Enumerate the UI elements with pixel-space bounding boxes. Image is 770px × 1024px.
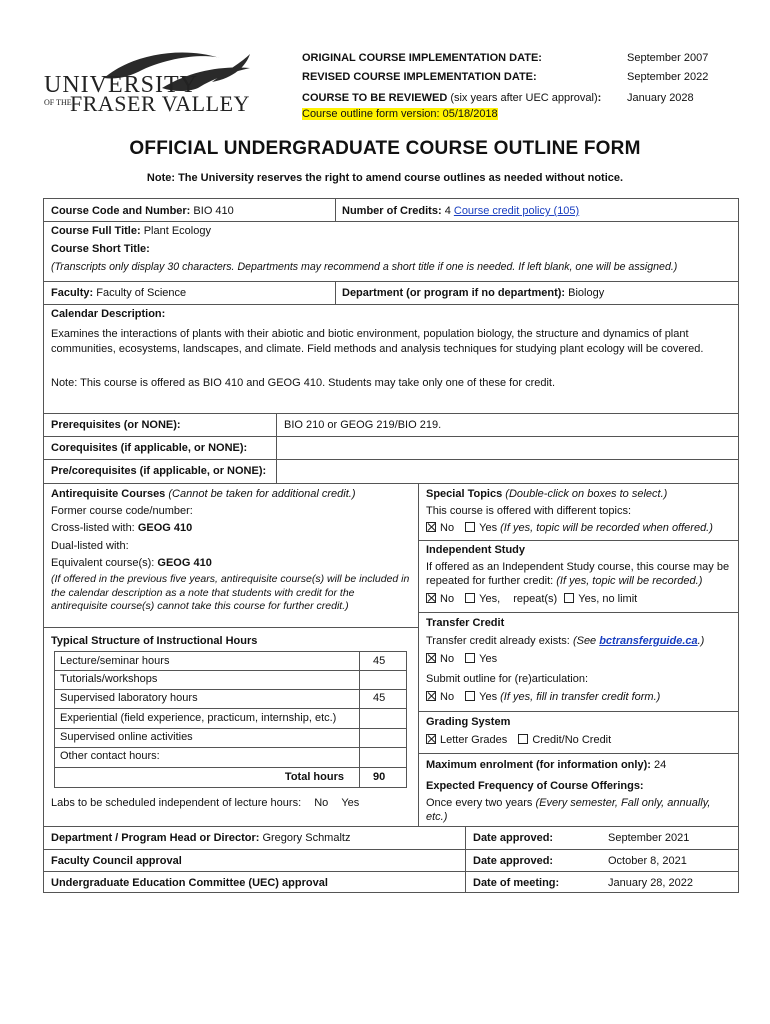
revised-date-label: REVISED COURSE IMPLEMENTATION DATE: [302, 71, 537, 83]
calendar-label: Calendar Description: [51, 308, 166, 320]
transfer-exists-no-label: No [440, 653, 455, 665]
special-topics-text: This course is offered with different topics: [426, 505, 632, 517]
revised-date-value: September 2022 [627, 71, 709, 83]
coreq-label: Corequisites (if applicable, or NONE): [51, 442, 248, 454]
divider [43, 871, 739, 872]
frequency-field[interactable] [426, 796, 732, 824]
hours-row-label: Supervised laboratory hours [60, 692, 198, 704]
hours-title: Typical Structure of Instructional Hours [51, 635, 258, 647]
credit-policy-link[interactable]: Course credit policy (105) [453, 205, 580, 217]
prereq-label: Prerequisites (or NONE): [51, 419, 181, 431]
approval-date-label: Date of meeting: [473, 877, 560, 889]
divider [418, 612, 739, 613]
transfer-exists-yes-checkbox[interactable] [465, 653, 475, 663]
independent-study-nolimit-label: Yes, no limit [578, 593, 638, 605]
approval-date-value[interactable]: January 28, 2022 [608, 877, 694, 889]
submit-outline-no-label: No [440, 691, 455, 703]
divider [359, 709, 360, 728]
approval-field[interactable] [51, 876, 331, 890]
antireq-title [51, 487, 355, 501]
approval-label: Department / Program Head or Director: [51, 832, 260, 844]
independent-study-no-label: No [440, 593, 455, 605]
short-title-field[interactable] [51, 242, 150, 256]
hours-row-value[interactable]: 45 [373, 655, 386, 667]
divider [335, 198, 336, 221]
original-date-label: ORIGINAL COURSE IMPLEMENTATION DATE: [302, 52, 542, 64]
divider [43, 849, 739, 850]
course-code-label: Course Code and Number: [51, 205, 191, 217]
transfer-title: Transfer Credit [426, 617, 505, 629]
duallisted-label: Dual-listed with: [51, 540, 129, 552]
hours-row [54, 709, 407, 729]
divider [418, 753, 739, 754]
hours-row-label: Other contact hours: [60, 750, 160, 762]
faculty-value: Faculty of Science [96, 287, 187, 299]
divider [43, 436, 739, 437]
max-enrolment-field[interactable] [426, 758, 666, 772]
submit-outline-yes-checkbox[interactable] [465, 691, 475, 701]
review-label: COURSE TO BE REVIEWED [302, 92, 448, 104]
divider [335, 281, 336, 304]
frequency-label: Expected Frequency of Course Offerings: [426, 780, 644, 792]
special-topics-note: (Double-click on boxes to select.) [505, 488, 668, 500]
submit-outline-yes-label: Yes [479, 691, 498, 703]
course-code-value: BIO 410 [193, 205, 234, 217]
divider [276, 413, 277, 483]
full-title-field[interactable] [51, 224, 211, 238]
labs-schedule-row [51, 796, 359, 810]
special-topics-yes-note: (If yes, topic will be recorded when offered.) [500, 522, 713, 534]
former-code-label: Former course code/number: [51, 505, 193, 517]
labs-yes-option[interactable]: Yes [341, 797, 360, 809]
independent-study-desc: If offered as an Independent Study course, this course may be repeated for further credit: [426, 561, 730, 587]
equivalent-field[interactable] [51, 556, 212, 570]
max-enrolment-value: 24 [653, 759, 667, 771]
full-title-value: Plant Ecology [143, 225, 211, 237]
credit-no-credit-label: Credit/No Credit [532, 734, 612, 746]
grading-title: Grading System [426, 716, 511, 728]
transfer-close: .) [697, 635, 705, 647]
independent-study-title: Independent Study [426, 544, 525, 556]
special-topics-options [426, 521, 713, 535]
hours-row [54, 728, 407, 748]
crosslisted-value: GEOG 410 [137, 522, 193, 534]
original-date-value: September 2007 [627, 52, 709, 64]
labs-no-option[interactable]: No [314, 797, 329, 809]
equivalent-value: GEOG 410 [157, 557, 212, 569]
divider [418, 540, 739, 541]
independent-study-yes-checkbox[interactable] [465, 593, 475, 603]
approval-date-value[interactable]: September 2021 [608, 832, 690, 844]
approval-date-value[interactable]: October 8, 2021 [608, 855, 687, 867]
special-topics-label: Special Topics [426, 488, 503, 500]
divider [359, 768, 360, 787]
special-topics-title [426, 487, 667, 501]
crosslisted-label: Cross-listed with: [51, 522, 135, 534]
approval-name: Gregory Schmaltz [262, 832, 351, 844]
divider [465, 826, 466, 893]
divider [43, 826, 739, 827]
university-logo [44, 48, 254, 118]
department-label: Department (or program if no department): [342, 287, 566, 299]
hours-row-label: Tutorials/workshops [60, 673, 158, 685]
hours-row-label: Experiential (field experience, practicum, internship, etc.) [60, 712, 337, 724]
special-topics-no-checkbox[interactable] [426, 522, 436, 532]
transfer-see: (See [572, 635, 597, 647]
special-topics-yes-label: Yes [479, 522, 498, 534]
approval-field[interactable] [51, 854, 185, 868]
labs-label: Labs to be scheduled independent of lecture hours: [51, 797, 302, 809]
hours-row [54, 747, 407, 768]
divider [43, 483, 739, 484]
divider [359, 728, 360, 747]
approval-date-label: Date approved: [473, 855, 554, 867]
credits-field[interactable] [342, 204, 579, 218]
independent-study-no-checkbox[interactable] [426, 593, 436, 603]
repeats-label: repeat(s) [513, 593, 558, 605]
hours-row-label: Supervised online activities [60, 731, 193, 743]
approval-date-label: Date approved: [473, 832, 554, 844]
approval-field[interactable] [51, 831, 350, 845]
form-version: Course outline form version: 05/18/2018 [302, 108, 498, 120]
hours-row [54, 689, 407, 709]
calendar-description[interactable]: Examines the interactions of plants with their abiotic and biotic environment, population biology, the structure and dynamics of plant communities, ecosystems, landscapes, and climate. Field methods and analysis techniques for studying plant ecology will be covered. [51, 328, 704, 355]
divider [418, 483, 419, 826]
credits-value: 4 [444, 205, 451, 217]
amend-note: Note: The University reserves the right to amend course outlines as needed without notice. [146, 172, 624, 184]
transfer-exists-options [426, 652, 497, 666]
hours-row [54, 651, 407, 671]
equivalent-label: Equivalent course(s): [51, 557, 155, 569]
independent-study-options [426, 592, 637, 606]
divider [418, 711, 739, 712]
full-title-label: Course Full Title: [51, 225, 141, 237]
hours-row-value[interactable]: 45 [373, 692, 386, 704]
divider [43, 281, 739, 282]
divider [359, 747, 360, 767]
divider [43, 627, 418, 628]
transfer-exists-label: Transfer credit already exists: [426, 635, 570, 647]
bctransferguide-link[interactable]: bctransferguide.ca [599, 635, 698, 647]
transfer-exists-row [426, 634, 704, 648]
divider [359, 689, 360, 708]
short-title-label: Course Short Title: [51, 243, 150, 255]
total-hours-row [54, 767, 407, 788]
letter-grades-checkbox[interactable] [426, 734, 436, 744]
divider [43, 304, 739, 305]
frequency-value: Once every two years [426, 797, 533, 809]
special-topics-yes-checkbox[interactable] [465, 522, 475, 532]
credit-no-credit-checkbox[interactable] [518, 734, 528, 744]
review-date-value: January 2028 [627, 92, 694, 104]
credits-label: Number of Credits: [342, 205, 442, 217]
logo-line-1: UNIVERSITY [44, 72, 198, 98]
submit-outline-options [426, 690, 660, 704]
review-colon: : [597, 92, 602, 104]
transfer-exists-no-checkbox[interactable] [426, 653, 436, 663]
course-code-field[interactable] [51, 204, 234, 218]
precoreq-label: Pre/corequisites (if applicable, or NONE): [51, 465, 267, 477]
divider [43, 221, 739, 222]
hours-row-label: Lecture/seminar hours [60, 655, 170, 667]
antireq-title-note: (Cannot be taken for additional credit.) [168, 488, 356, 500]
hours-row [54, 670, 407, 690]
antireq-note: (If offered in the previous five years, antirequisite course(s) will be included in the calendar description as a note that students with credit for the antirequisite course(s) cannot take this course for further credit.) [51, 573, 410, 612]
grading-options [426, 733, 611, 747]
calendar-note: Note: This course is offered as BIO 410 and GEOG 410. Students may take only one of these for credit. [51, 377, 556, 389]
department-field[interactable] [342, 286, 604, 300]
approval-label: Faculty Council approval [51, 855, 182, 867]
transcripts-note: (Transcripts only display 30 characters. Departments may recommend a short title if one is needed. If left blank, one will be assigned.) [51, 261, 678, 273]
independent-study-text [426, 560, 734, 588]
total-hours-label: Total hours [284, 771, 344, 783]
divider [43, 459, 739, 460]
crosslisted-field[interactable] [51, 521, 192, 535]
review-date-row [302, 92, 601, 104]
transfer-exists-yes-label: Yes [479, 653, 498, 665]
antireq-title-text: Antirequisite Courses [51, 488, 166, 500]
max-enrolment-label: Maximum enrolment (for information only): [426, 759, 651, 771]
prereq-value[interactable]: BIO 210 or GEOG 219/BIO 219. [284, 419, 442, 431]
divider [359, 652, 360, 671]
independent-study-yes-label: Yes, [479, 593, 501, 605]
special-topics-no-label: No [440, 522, 455, 534]
independent-study-note: (If yes, topic will be recorded.) [556, 575, 703, 587]
total-hours-value: 90 [373, 771, 386, 783]
approval-label: Undergraduate Education Committee (UEC) approval [51, 877, 328, 889]
submit-outline-yes-note: (If yes, fill in transfer credit form.) [500, 691, 661, 703]
page-title: OFFICIAL UNDERGRADUATE COURSE OUTLINE FORM [129, 138, 641, 159]
submit-outline-no-checkbox[interactable] [426, 691, 436, 701]
letter-grades-label: Letter Grades [440, 734, 508, 746]
review-note: (six years after UEC approval) [450, 92, 598, 104]
frequency-note: (Every semester, Fall only, annually, etc.) [426, 797, 711, 823]
logo-line-3: FRASER VALLEY [70, 91, 250, 116]
faculty-label: Faculty: [51, 287, 94, 299]
faculty-field[interactable] [51, 286, 186, 300]
logo-line-2: OF THE [44, 98, 72, 107]
independent-study-nolimit-checkbox[interactable] [564, 593, 574, 603]
department-value: Biology [568, 287, 605, 299]
divider [359, 670, 360, 689]
submit-outline-label: Submit outline for (re)articulation: [426, 673, 589, 685]
divider [43, 413, 739, 414]
